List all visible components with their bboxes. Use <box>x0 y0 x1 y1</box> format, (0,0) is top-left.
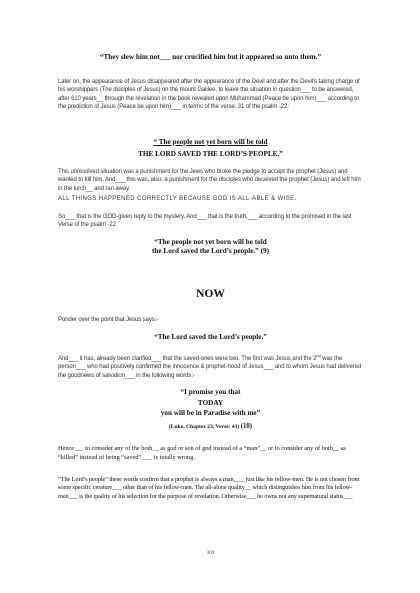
promise-line-2: TODAY <box>197 399 224 407</box>
paragraph-ponder: Ponder over the point that Jesus says:- <box>58 317 159 323</box>
paragraph-saved-ones <box>58 355 363 380</box>
paragraph-saved-ones-part-2: was the person___ who had positively confirmed the innocence & prophet-hood of Jesus___ and to whom Jesus had delivered the goodnews of salvation___ in the following words:- <box>58 356 362 379</box>
paragraph-gods-reply: So___ that is the GOD-given reply to the mystery. And___ that is the truth,___ according to the promised in the last Verse of the psalm -22. <box>58 214 352 229</box>
reference-text: (Luke, Chapter 23, Verse: 43) <box>168 424 240 430</box>
quote-people-line-2: the Lord saved the Lord’s people.” (9) <box>152 247 269 255</box>
paragraph-unresolved: This unresolved situation was a punishment for the Jews who broke the pledge to accept the prophet (Jesus) and wanted to kill him. And___ this was, also, a punishment for the disciples who deceived the prophet (Jesus) and left him in the lurch__ and ran away. <box>58 169 361 192</box>
paragraph-later-on: Later on, the appearance of Jesus disappeared after the appearance of the Devil and after the Devil’s taking charge of his worshippers (The disciples of Jesus) on the mount Galilee, to leave the situation in question___ to be answered, after 610 years__ through the revelation in the book revealed upon Muhammad (Peace be upon him)___ according to the prediction of Jesus (Peace be upon him)___ in terms of the verse: 31 of the psalm -22: <box>58 79 360 110</box>
scripture-reference <box>58 423 363 430</box>
promise-line-1: “I promise you that <box>180 388 241 396</box>
heading-people-not-born: “ The people not yet born will be told <box>153 138 268 146</box>
quote-lord-saved: “The Lord saved the Lord’s people.” <box>154 333 267 341</box>
heading-lord-saved: THE LORD SAVED THE LORD’S PEOPLE.” <box>138 150 283 158</box>
page-number: 369 <box>206 551 215 556</box>
ordinal-suffix: nd <box>316 353 321 358</box>
heading-now: NOW <box>196 288 225 300</box>
paragraph-hence: Hence___ to consider any of the both__ as god or son of god instead of a “man”__ or to consider any of both__ as “killed” instead of being “saved” ___ is totally wrong. <box>58 445 347 461</box>
paragraph-lords-people <box>58 476 363 501</box>
quote-people-line-1: “The people not yet born will be told <box>154 238 267 246</box>
reference-number: (10) <box>240 423 253 430</box>
promise-line-3: you will be in Paradise with me” <box>160 409 261 417</box>
paragraph-lords-people-text: “The Lord’s people” these words confirm that a prophet is always a man,___ just like his fellow-men. He is not chosen from some specific creature___ other than of his fellow-men. The all-alone quality__ which distinguishes him from his fellow-men___ is the quality of his selection for the purpose of revelation. Otherwise___ he owns not any supernatural status___ <box>58 476 360 500</box>
all-caps-statement: ALL THINGS HAPPENED CORRECTLY BECAUSE GOD IS ALL-ABLE & WISE. <box>58 196 297 202</box>
paragraph-saved-ones-part-1: And___ it has, already been clarified___ that the saved-ones were two. The first was Jesus and the 2 <box>58 356 317 362</box>
quote-slew: “They slew him not___ nor crucified him but it appeared so unto them.” <box>99 53 322 61</box>
